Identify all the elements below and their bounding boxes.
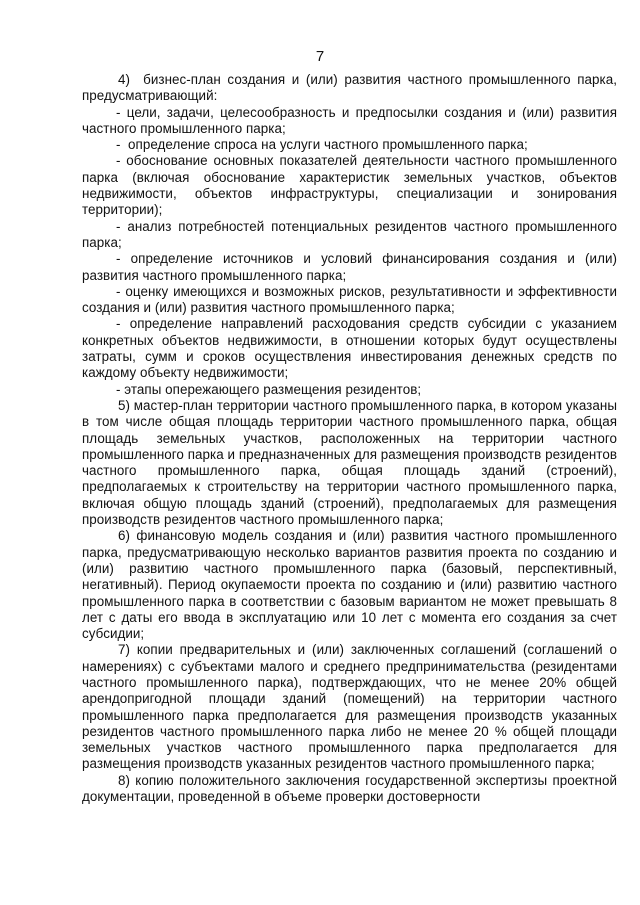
paragraph-risks: - оценку имеющихся и возможных рисков, результативности и эффективности создания и (или) развития частного промышленного парка; (82, 283, 617, 316)
paragraph-item-4: 4) бизнес-план создания и (или) развития частного промышленного парка, предусматривающий: (82, 72, 617, 104)
page-number: 7 (315, 48, 325, 65)
document-body (82, 72, 617, 805)
paragraph-residents-needs: - анализ потребностей потенциальных резидентов частного промышленного парка; (82, 218, 617, 250)
paragraph-demand: - определение спроса на услуги частного промышленного парка; (116, 137, 528, 153)
paragraph-resident-stages: - этапы опережающего размещения резидентов; (116, 381, 422, 397)
paragraph-goals: - цели, задачи, целесообразность и предпосылки создания и (или) развития частного промышленного парка; (82, 104, 617, 136)
paragraph-indicators: - обоснование основных показателей деятельности частного промышленного парка (включая обоснование характеристик земельных участков, объектов недвижимости, объектов инфраструктуры, специализации и зонирования территории); (82, 153, 617, 218)
paragraph-subsidy-spending: - определение направлений расходования средств субсидии с указанием конкретных объектов недвижимости, в отношении которых будут осуществлены затраты, сумм и сроков осуществления инвестирования денежных средств по каждому объекту недвижимости; (82, 316, 617, 381)
paragraph-item-6: 6) финансовую модель создания и (или) развития частного промышленного парка, предусматривающую несколько вариантов развития проекта по созданию и (или) развитию частного промышленного парка (базовый, перспективный, негативный). Период окупаемости проекта по созданию и (или) развитию частного промышленного парка в соответствии с базовым вариантом не может превышать 8 лет с даты его ввода в эксплуатацию или 10 лет с момента его создания за счет субсидии; (82, 528, 617, 642)
paragraph-item-7: 7) копии предварительных и (или) заключенных соглашений (соглашений о намерениях) с субъектами малого и среднего предпринимательства (резидентами частного промышленного парка), подтверждающих, что не менее 20% общей арендопригодной площади зданий (помещений) на территории частного промышленного парка предполагается для размещения производств указанных резидентов частного промышленного парка либо не менее 20 % общей площади земельных участков частного промышленного парка предполагается для размещения производств указанных резидентов частного промышленного парка; (82, 642, 617, 772)
paragraph-item-8: 8) копию положительного заключения государственной экспертизы проектной документации, проведенной в объеме проверки достоверности (82, 772, 617, 805)
paragraph-item-5: 5) мастер-план территории частного промышленного парка, в котором указаны в том числе общая площадь территории частного промышленного парка, общая площадь земельных участков, расположенных на территории частного промышленного парка и предназначенных для размещения производств резидентов частного промышленного парка, общая площадь зданий (строений), предполагаемых к строительству на территории частного промышленного парка, включая общую площадь зданий (строений), предполагаемых для размещения производств резидентов частного промышленного парка; (82, 397, 617, 528)
paragraph-financing-sources: - определение источников и условий финансирования создания и (или) развития частного промышленного парка; (82, 251, 617, 283)
